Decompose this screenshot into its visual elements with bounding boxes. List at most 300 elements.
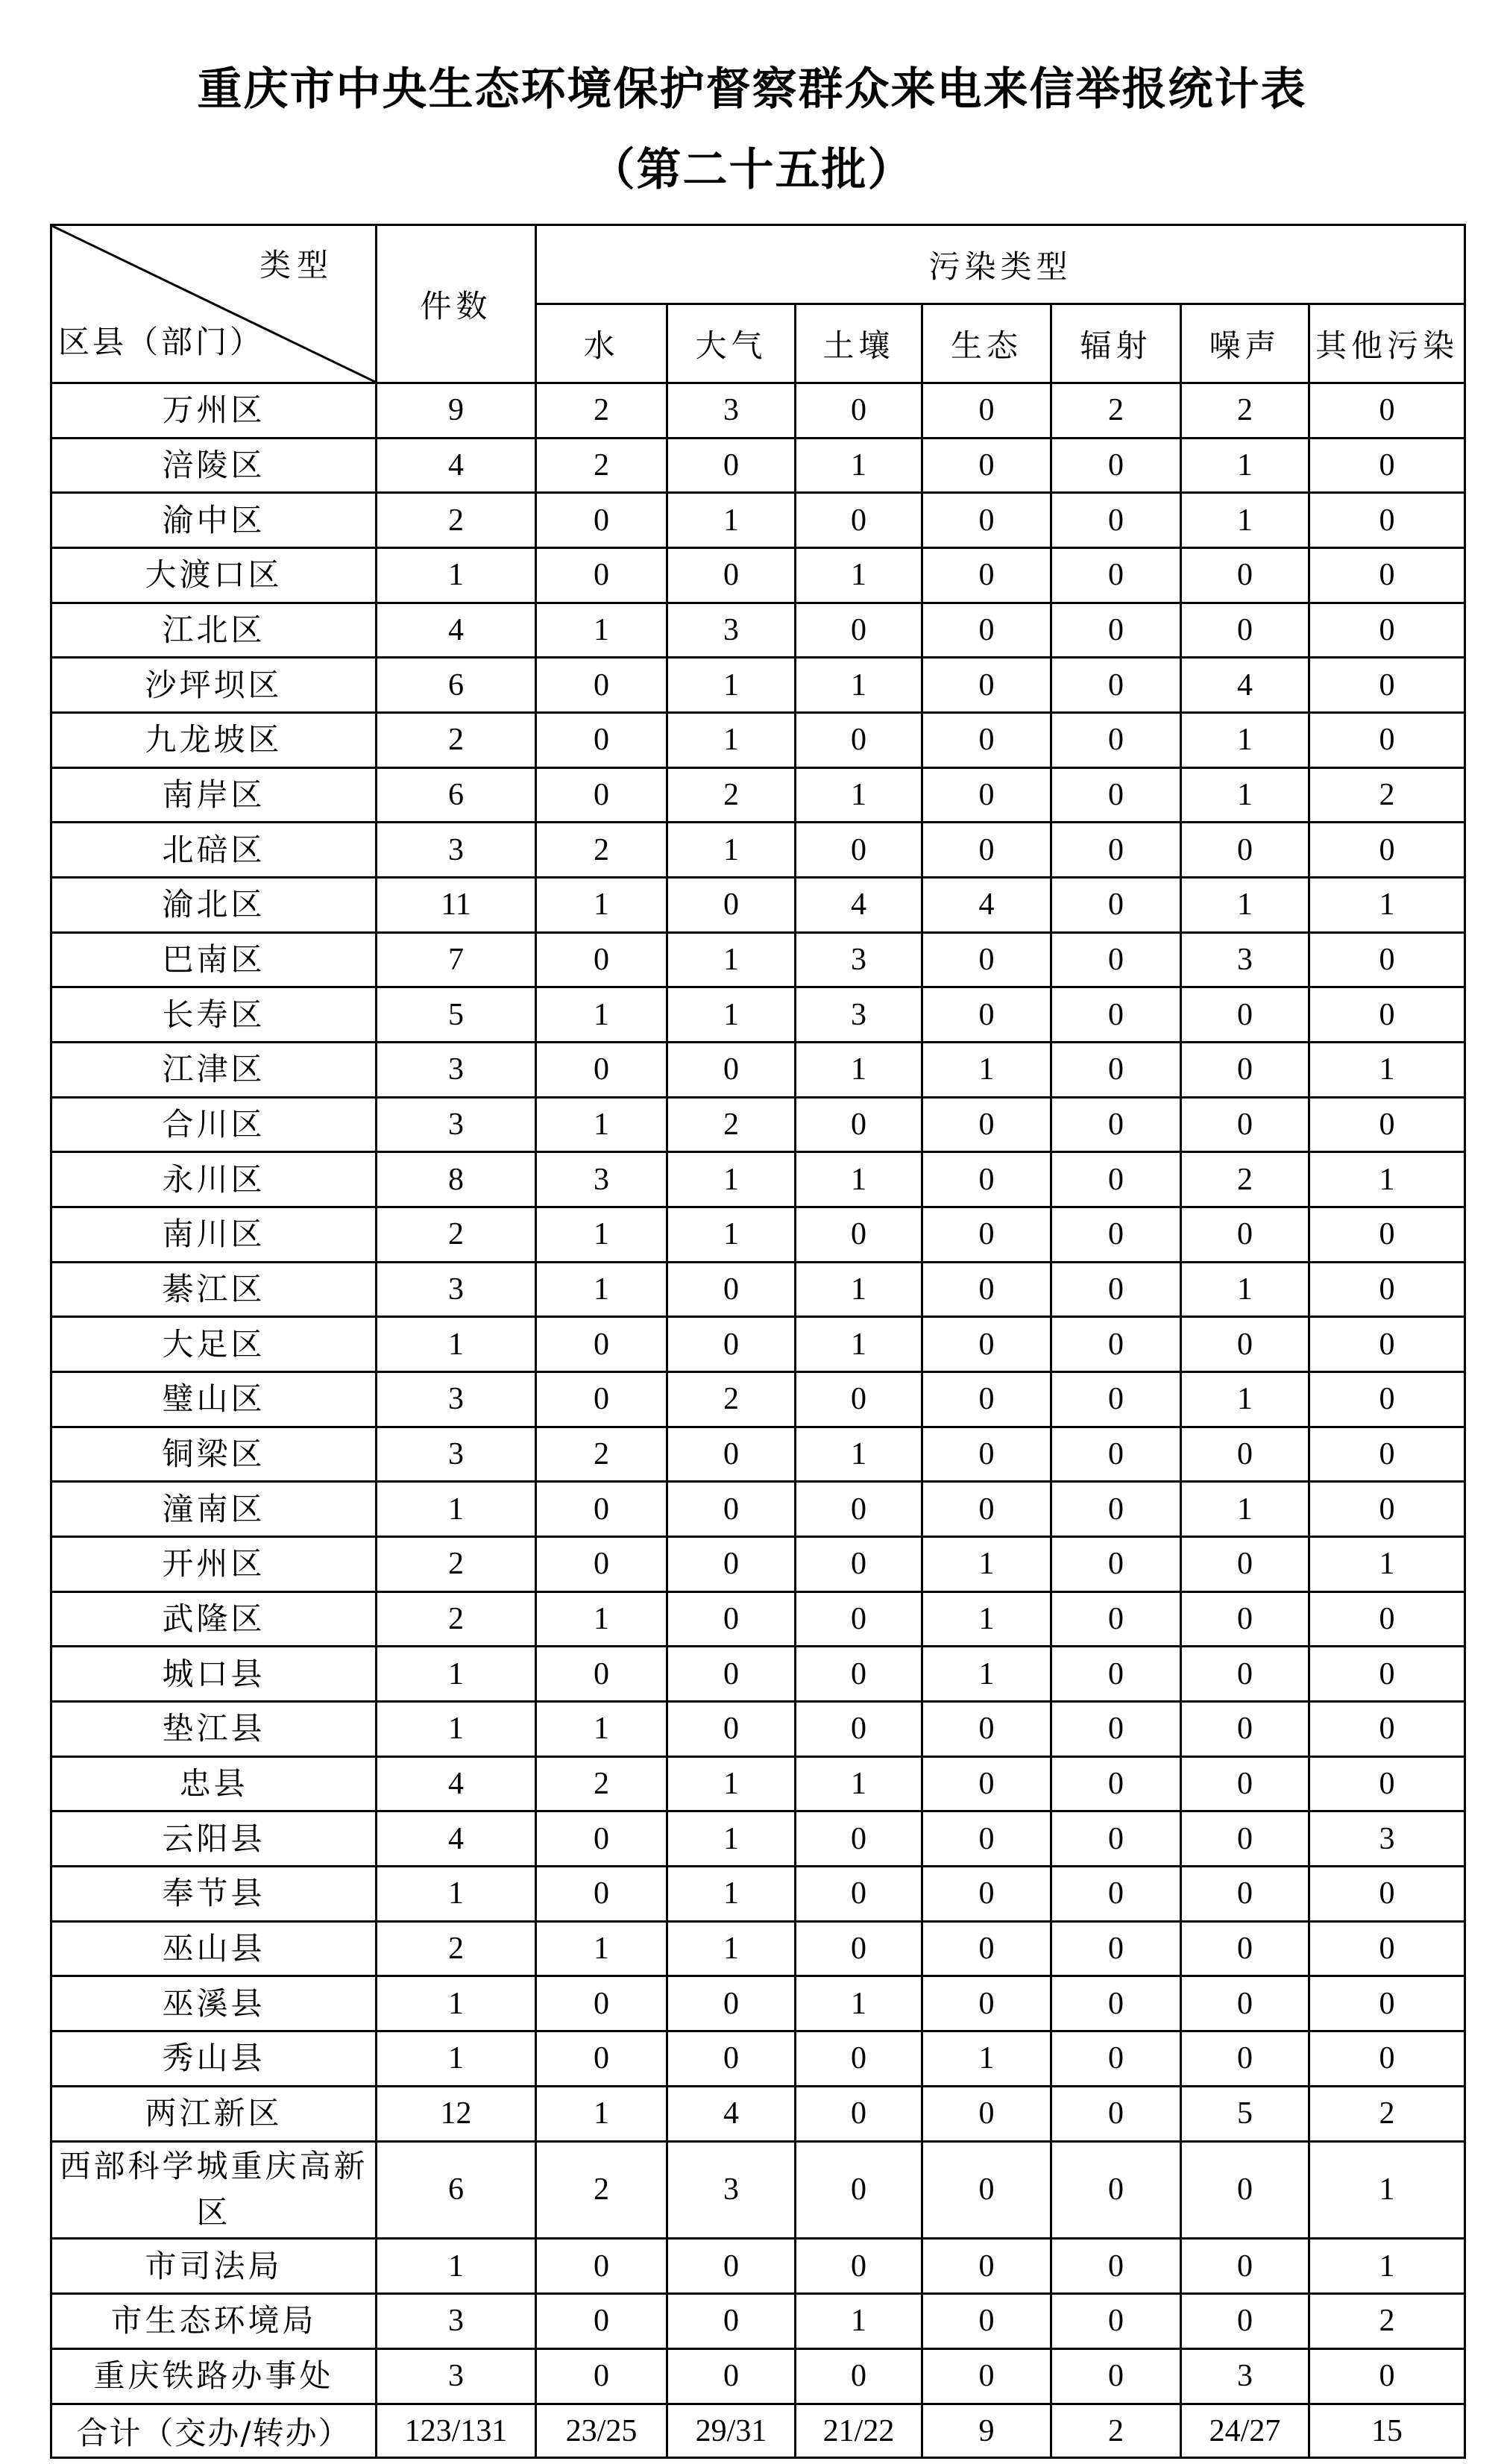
header-type-label: 类型 [259, 247, 334, 283]
table-row [51, 767, 1465, 823]
water-cell: 2 [536, 383, 667, 439]
table-row [51, 603, 1465, 658]
other-cell: 0 [1309, 548, 1465, 603]
noise-cell: 2 [1181, 383, 1309, 439]
header-col-ecology: 生态 [922, 304, 1051, 383]
ecology-cell: 1 [922, 2031, 1051, 2087]
region-cell: 秀山县 [51, 2031, 377, 2087]
region-cell: 重庆铁路办事处 [51, 2348, 377, 2404]
air-cell: 1 [667, 493, 796, 548]
radiation-cell: 0 [1051, 1482, 1181, 1537]
water-cell: 0 [536, 2031, 667, 2087]
header-col-air: 大气 [667, 304, 796, 383]
ecology-cell: 0 [922, 1867, 1051, 1922]
soil-cell: 0 [796, 383, 922, 439]
water-cell: 1 [536, 1921, 667, 1976]
soil-cell: 0 [796, 2239, 922, 2294]
count-cell: 11 [377, 878, 536, 933]
table-row [51, 2031, 1465, 2087]
other-cell: 2 [1309, 2086, 1465, 2141]
water-cell: 1 [536, 1591, 667, 1647]
water-cell: 0 [536, 493, 667, 548]
ecology-cell: 0 [922, 1482, 1051, 1537]
air-cell: 1 [667, 823, 796, 878]
air-cell: 0 [667, 1427, 796, 1482]
table-row [51, 1043, 1465, 1098]
noise-cell: 1 [1181, 1482, 1309, 1537]
radiation-cell: 0 [1051, 1207, 1181, 1263]
header-col-other: 其他污染 [1309, 304, 1465, 383]
count-cell: 3 [377, 1097, 536, 1152]
water-cell: 0 [536, 1482, 667, 1537]
radiation-cell: 0 [1051, 1867, 1181, 1922]
region-cell: 渝中区 [51, 493, 377, 548]
noise-cell: 0 [1181, 1427, 1309, 1482]
other-cell: 0 [1309, 1372, 1465, 1427]
noise-cell: 0 [1181, 1097, 1309, 1152]
ecology-cell: 0 [922, 1427, 1051, 1482]
count-cell: 3 [377, 823, 536, 878]
water-cell: 3 [536, 1152, 667, 1207]
header-col-noise: 噪声 [1181, 304, 1309, 383]
soil-cell: 0 [796, 1537, 922, 1592]
ecology-cell: 0 [922, 823, 1051, 878]
other-cell: 0 [1309, 1591, 1465, 1647]
total-soil: 21/22 [796, 2404, 922, 2458]
air-cell: 0 [667, 2348, 796, 2404]
region-cell: 忠县 [51, 1756, 377, 1811]
water-cell: 0 [536, 713, 667, 768]
region-cell: 市生态环境局 [51, 2294, 377, 2349]
water-cell: 1 [536, 603, 667, 658]
other-cell: 1 [1309, 878, 1465, 933]
water-cell: 1 [536, 1207, 667, 1263]
noise-cell: 0 [1181, 987, 1309, 1043]
region-cell: 綦江区 [51, 1262, 377, 1317]
table-row [51, 2239, 1465, 2294]
air-cell: 3 [667, 383, 796, 439]
ecology-cell: 0 [922, 2141, 1051, 2239]
soil-cell: 1 [796, 1262, 922, 1317]
soil-cell: 0 [796, 713, 922, 768]
noise-cell: 0 [1181, 2294, 1309, 2349]
air-cell: 2 [667, 1372, 796, 1427]
ecology-cell: 0 [922, 1152, 1051, 1207]
water-cell: 1 [536, 878, 667, 933]
radiation-cell: 0 [1051, 1976, 1181, 2031]
soil-cell: 0 [796, 1921, 922, 1976]
air-cell: 2 [667, 767, 796, 823]
water-cell: 1 [536, 987, 667, 1043]
water-cell: 2 [536, 2141, 667, 2239]
noise-cell: 1 [1181, 767, 1309, 823]
noise-cell: 0 [1181, 2239, 1309, 2294]
region-cell: 潼南区 [51, 1482, 377, 1537]
radiation-cell: 0 [1051, 2239, 1181, 2294]
noise-cell: 0 [1181, 823, 1309, 878]
noise-cell: 0 [1181, 1207, 1309, 1263]
table-row [51, 1811, 1465, 1867]
radiation-cell: 0 [1051, 823, 1181, 878]
count-cell: 1 [377, 548, 536, 603]
count-cell: 1 [377, 1867, 536, 1922]
ecology-cell: 1 [922, 1043, 1051, 1098]
soil-cell: 1 [796, 658, 922, 713]
other-cell: 1 [1309, 2239, 1465, 2294]
count-cell: 3 [377, 1427, 536, 1482]
noise-cell: 1 [1181, 438, 1309, 493]
other-cell: 0 [1309, 1756, 1465, 1811]
soil-cell: 1 [796, 1756, 922, 1811]
count-cell: 1 [377, 1482, 536, 1537]
noise-cell: 0 [1181, 1591, 1309, 1647]
noise-cell: 0 [1181, 1317, 1309, 1372]
air-cell: 0 [667, 1702, 796, 1757]
noise-cell: 0 [1181, 1811, 1309, 1867]
table-row [51, 493, 1465, 548]
table-row [51, 548, 1465, 603]
air-cell: 1 [667, 987, 796, 1043]
ecology-cell: 0 [922, 1811, 1051, 1867]
noise-cell: 0 [1181, 1976, 1309, 2031]
count-cell: 4 [377, 1756, 536, 1811]
other-cell: 0 [1309, 1097, 1465, 1152]
soil-cell: 0 [796, 1591, 922, 1647]
other-cell: 0 [1309, 1317, 1465, 1372]
soil-cell: 1 [796, 548, 922, 603]
radiation-cell: 0 [1051, 713, 1181, 768]
air-cell: 0 [667, 2239, 796, 2294]
air-cell: 0 [667, 548, 796, 603]
radiation-cell: 0 [1051, 1647, 1181, 1702]
ecology-cell: 0 [922, 1372, 1051, 1427]
noise-cell: 1 [1181, 493, 1309, 548]
region-cell: 市司法局 [51, 2239, 377, 2294]
count-cell: 6 [377, 767, 536, 823]
water-cell: 0 [536, 548, 667, 603]
water-cell: 0 [536, 767, 667, 823]
table-row [51, 438, 1465, 493]
radiation-cell: 0 [1051, 2294, 1181, 2349]
radiation-cell: 0 [1051, 987, 1181, 1043]
statistics-table [50, 224, 1466, 2459]
water-cell: 0 [536, 1317, 667, 1372]
total-water: 23/25 [536, 2404, 667, 2458]
soil-cell: 0 [796, 823, 922, 878]
page-title: 重庆市中央生态环境保护督察群众来电来信举报统计表 [197, 63, 1307, 116]
total-count: 123/131 [377, 2404, 536, 2458]
ecology-cell: 0 [922, 1207, 1051, 1263]
count-cell: 7 [377, 932, 536, 987]
region-cell: 西部科学城重庆高新区 [51, 2141, 377, 2239]
ecology-cell: 0 [922, 767, 1051, 823]
other-cell: 0 [1309, 1647, 1465, 1702]
soil-cell: 3 [796, 987, 922, 1043]
water-cell: 0 [536, 2348, 667, 2404]
noise-cell: 0 [1181, 1867, 1309, 1922]
radiation-cell: 0 [1051, 1317, 1181, 1372]
count-cell: 12 [377, 2086, 536, 2141]
air-cell: 0 [667, 1317, 796, 1372]
noise-cell: 1 [1181, 878, 1309, 933]
region-cell: 合川区 [51, 1097, 377, 1152]
count-cell: 1 [377, 2239, 536, 2294]
noise-cell: 0 [1181, 1702, 1309, 1757]
region-cell: 大渡口区 [51, 548, 377, 603]
water-cell: 0 [536, 1867, 667, 1922]
total-label: 合计（交办/转办） [51, 2404, 377, 2458]
ecology-cell: 0 [922, 2086, 1051, 2141]
table-row [51, 2348, 1465, 2404]
other-cell: 2 [1309, 2294, 1465, 2349]
total-other: 15 [1309, 2404, 1465, 2458]
region-cell: 武隆区 [51, 1591, 377, 1647]
radiation-cell: 0 [1051, 548, 1181, 603]
other-cell: 0 [1309, 493, 1465, 548]
water-cell: 1 [536, 2086, 667, 2141]
table-row [51, 1756, 1465, 1811]
water-cell: 2 [536, 438, 667, 493]
other-cell: 0 [1309, 987, 1465, 1043]
region-cell: 江津区 [51, 1043, 377, 1098]
ecology-cell: 0 [922, 1097, 1051, 1152]
air-cell: 0 [667, 1482, 796, 1537]
table-row [51, 1482, 1465, 1537]
ecology-cell: 0 [922, 987, 1051, 1043]
region-cell: 南岸区 [51, 767, 377, 823]
water-cell: 2 [536, 1427, 667, 1482]
ecology-cell: 0 [922, 658, 1051, 713]
soil-cell: 0 [796, 493, 922, 548]
noise-cell: 0 [1181, 1647, 1309, 1702]
radiation-cell: 0 [1051, 658, 1181, 713]
soil-cell: 0 [796, 2031, 922, 2087]
region-cell: 开州区 [51, 1537, 377, 1592]
region-cell: 巴南区 [51, 932, 377, 987]
other-cell: 0 [1309, 2348, 1465, 2404]
other-cell: 0 [1309, 823, 1465, 878]
radiation-cell: 0 [1051, 438, 1181, 493]
header-pollution-type: 污染类型 [536, 225, 1465, 304]
region-cell: 渝北区 [51, 878, 377, 933]
other-cell: 1 [1309, 1537, 1465, 1592]
noise-cell: 3 [1181, 932, 1309, 987]
table-row [51, 878, 1465, 933]
air-cell: 1 [667, 1756, 796, 1811]
air-cell: 0 [667, 1647, 796, 1702]
soil-cell: 0 [796, 2086, 922, 2141]
ecology-cell: 0 [922, 932, 1051, 987]
header-col-water: 水 [536, 304, 667, 383]
noise-cell: 3 [1181, 2348, 1309, 2404]
header-count: 件数 [377, 225, 536, 383]
noise-cell: 0 [1181, 2031, 1309, 2087]
other-cell: 0 [1309, 713, 1465, 768]
table-row [51, 1537, 1465, 1592]
table-row [51, 1097, 1465, 1152]
total-radiation: 2 [1051, 2404, 1181, 2458]
region-cell: 奉节县 [51, 1867, 377, 1922]
other-cell: 3 [1309, 1811, 1465, 1867]
soil-cell: 1 [796, 1152, 922, 1207]
air-cell: 1 [667, 1921, 796, 1976]
radiation-cell: 0 [1051, 1702, 1181, 1757]
table-row [51, 1152, 1465, 1207]
water-cell: 0 [536, 658, 667, 713]
other-cell: 0 [1309, 1482, 1465, 1537]
air-cell: 4 [667, 2086, 796, 2141]
region-cell: 万州区 [51, 383, 377, 439]
radiation-cell: 0 [1051, 1097, 1181, 1152]
soil-cell: 0 [796, 1482, 922, 1537]
radiation-cell: 0 [1051, 1537, 1181, 1592]
air-cell: 1 [667, 1811, 796, 1867]
total-ecology: 9 [922, 2404, 1051, 2458]
region-cell: 璧山区 [51, 1372, 377, 1427]
radiation-cell: 0 [1051, 1262, 1181, 1317]
water-cell: 0 [536, 1976, 667, 2031]
radiation-cell: 0 [1051, 493, 1181, 548]
air-cell: 1 [667, 1867, 796, 1922]
air-cell: 2 [667, 1097, 796, 1152]
table-row [51, 1372, 1465, 1427]
soil-cell: 0 [796, 1372, 922, 1427]
total-noise: 24/27 [1181, 2404, 1309, 2458]
air-cell: 1 [667, 1152, 796, 1207]
radiation-cell: 0 [1051, 1591, 1181, 1647]
region-cell: 巫溪县 [51, 1976, 377, 2031]
noise-cell: 0 [1181, 1043, 1309, 1098]
count-cell: 1 [377, 2031, 536, 2087]
noise-cell: 2 [1181, 1152, 1309, 1207]
count-cell: 3 [377, 1043, 536, 1098]
count-cell: 2 [377, 1207, 536, 1263]
table-row [51, 1591, 1465, 1647]
other-cell: 0 [1309, 1976, 1465, 2031]
other-cell: 0 [1309, 1207, 1465, 1263]
radiation-cell: 0 [1051, 1921, 1181, 1976]
air-cell: 1 [667, 932, 796, 987]
noise-cell: 5 [1181, 2086, 1309, 2141]
radiation-cell: 0 [1051, 1372, 1181, 1427]
count-cell: 3 [377, 1372, 536, 1427]
other-cell: 0 [1309, 1867, 1465, 1922]
radiation-cell: 0 [1051, 2141, 1181, 2239]
water-cell: 0 [536, 1537, 667, 1592]
ecology-cell: 1 [922, 1537, 1051, 1592]
table-row [51, 2086, 1465, 2141]
ecology-cell: 0 [922, 493, 1051, 548]
region-cell: 云阳县 [51, 1811, 377, 1867]
soil-cell: 1 [796, 767, 922, 823]
other-cell: 0 [1309, 1427, 1465, 1482]
radiation-cell: 0 [1051, 1427, 1181, 1482]
count-cell: 5 [377, 987, 536, 1043]
water-cell: 2 [536, 1756, 667, 1811]
air-cell: 0 [667, 1591, 796, 1647]
soil-cell: 3 [796, 932, 922, 987]
noise-cell: 0 [1181, 1921, 1309, 1976]
ecology-cell: 0 [922, 2348, 1051, 2404]
soil-cell: 0 [796, 1647, 922, 1702]
ecology-cell: 0 [922, 713, 1051, 768]
count-cell: 2 [377, 1537, 536, 1592]
other-cell: 1 [1309, 1043, 1465, 1098]
count-cell: 6 [377, 658, 536, 713]
count-cell: 2 [377, 493, 536, 548]
table-row [51, 1702, 1465, 1757]
ecology-cell: 0 [922, 1976, 1051, 2031]
region-cell: 永川区 [51, 1152, 377, 1207]
count-cell: 3 [377, 2294, 536, 2349]
region-cell: 九龙坡区 [51, 713, 377, 768]
ecology-cell: 0 [922, 438, 1051, 493]
radiation-cell: 0 [1051, 1043, 1181, 1098]
region-cell: 巫山县 [51, 1921, 377, 1976]
other-cell: 0 [1309, 603, 1465, 658]
radiation-cell: 0 [1051, 932, 1181, 987]
ecology-cell: 4 [922, 878, 1051, 933]
other-cell: 0 [1309, 1262, 1465, 1317]
noise-cell: 0 [1181, 1756, 1309, 1811]
soil-cell: 0 [796, 1702, 922, 1757]
table-row [51, 1921, 1465, 1976]
diagonal-header-cell [51, 225, 377, 383]
total-row [51, 2404, 1465, 2458]
water-cell: 1 [536, 1702, 667, 1757]
water-cell: 2 [536, 823, 667, 878]
other-cell: 0 [1309, 658, 1465, 713]
region-cell: 大足区 [51, 1317, 377, 1372]
water-cell: 1 [536, 1262, 667, 1317]
air-cell: 1 [667, 1207, 796, 1263]
air-cell: 0 [667, 1043, 796, 1098]
count-cell: 1 [377, 1702, 536, 1757]
air-cell: 3 [667, 2141, 796, 2239]
other-cell: 2 [1309, 767, 1465, 823]
table-row [51, 1976, 1465, 2031]
ecology-cell: 0 [922, 1921, 1051, 1976]
count-cell: 6 [377, 2141, 536, 2239]
other-cell: 0 [1309, 932, 1465, 987]
soil-cell: 4 [796, 878, 922, 933]
ecology-cell: 0 [922, 1262, 1051, 1317]
water-cell: 0 [536, 2294, 667, 2349]
noise-cell: 0 [1181, 1537, 1309, 1592]
header-col-soil: 土壤 [796, 304, 922, 383]
table-row [51, 1207, 1465, 1263]
air-cell: 0 [667, 2294, 796, 2349]
count-cell: 4 [377, 1811, 536, 1867]
radiation-cell: 0 [1051, 603, 1181, 658]
header-region-label: 区县（部门） [58, 324, 265, 360]
ecology-cell: 0 [922, 2239, 1051, 2294]
noise-cell: 0 [1181, 548, 1309, 603]
table-row [51, 658, 1465, 713]
air-cell: 0 [667, 2031, 796, 2087]
count-cell: 9 [377, 383, 536, 439]
region-cell: 南川区 [51, 1207, 377, 1263]
air-cell: 0 [667, 1976, 796, 2031]
water-cell: 0 [536, 1372, 667, 1427]
radiation-cell: 0 [1051, 1152, 1181, 1207]
table-row [51, 1867, 1465, 1922]
region-cell: 北碚区 [51, 823, 377, 878]
other-cell: 0 [1309, 438, 1465, 493]
soil-cell: 1 [796, 1427, 922, 1482]
radiation-cell: 0 [1051, 767, 1181, 823]
radiation-cell: 2 [1051, 383, 1181, 439]
